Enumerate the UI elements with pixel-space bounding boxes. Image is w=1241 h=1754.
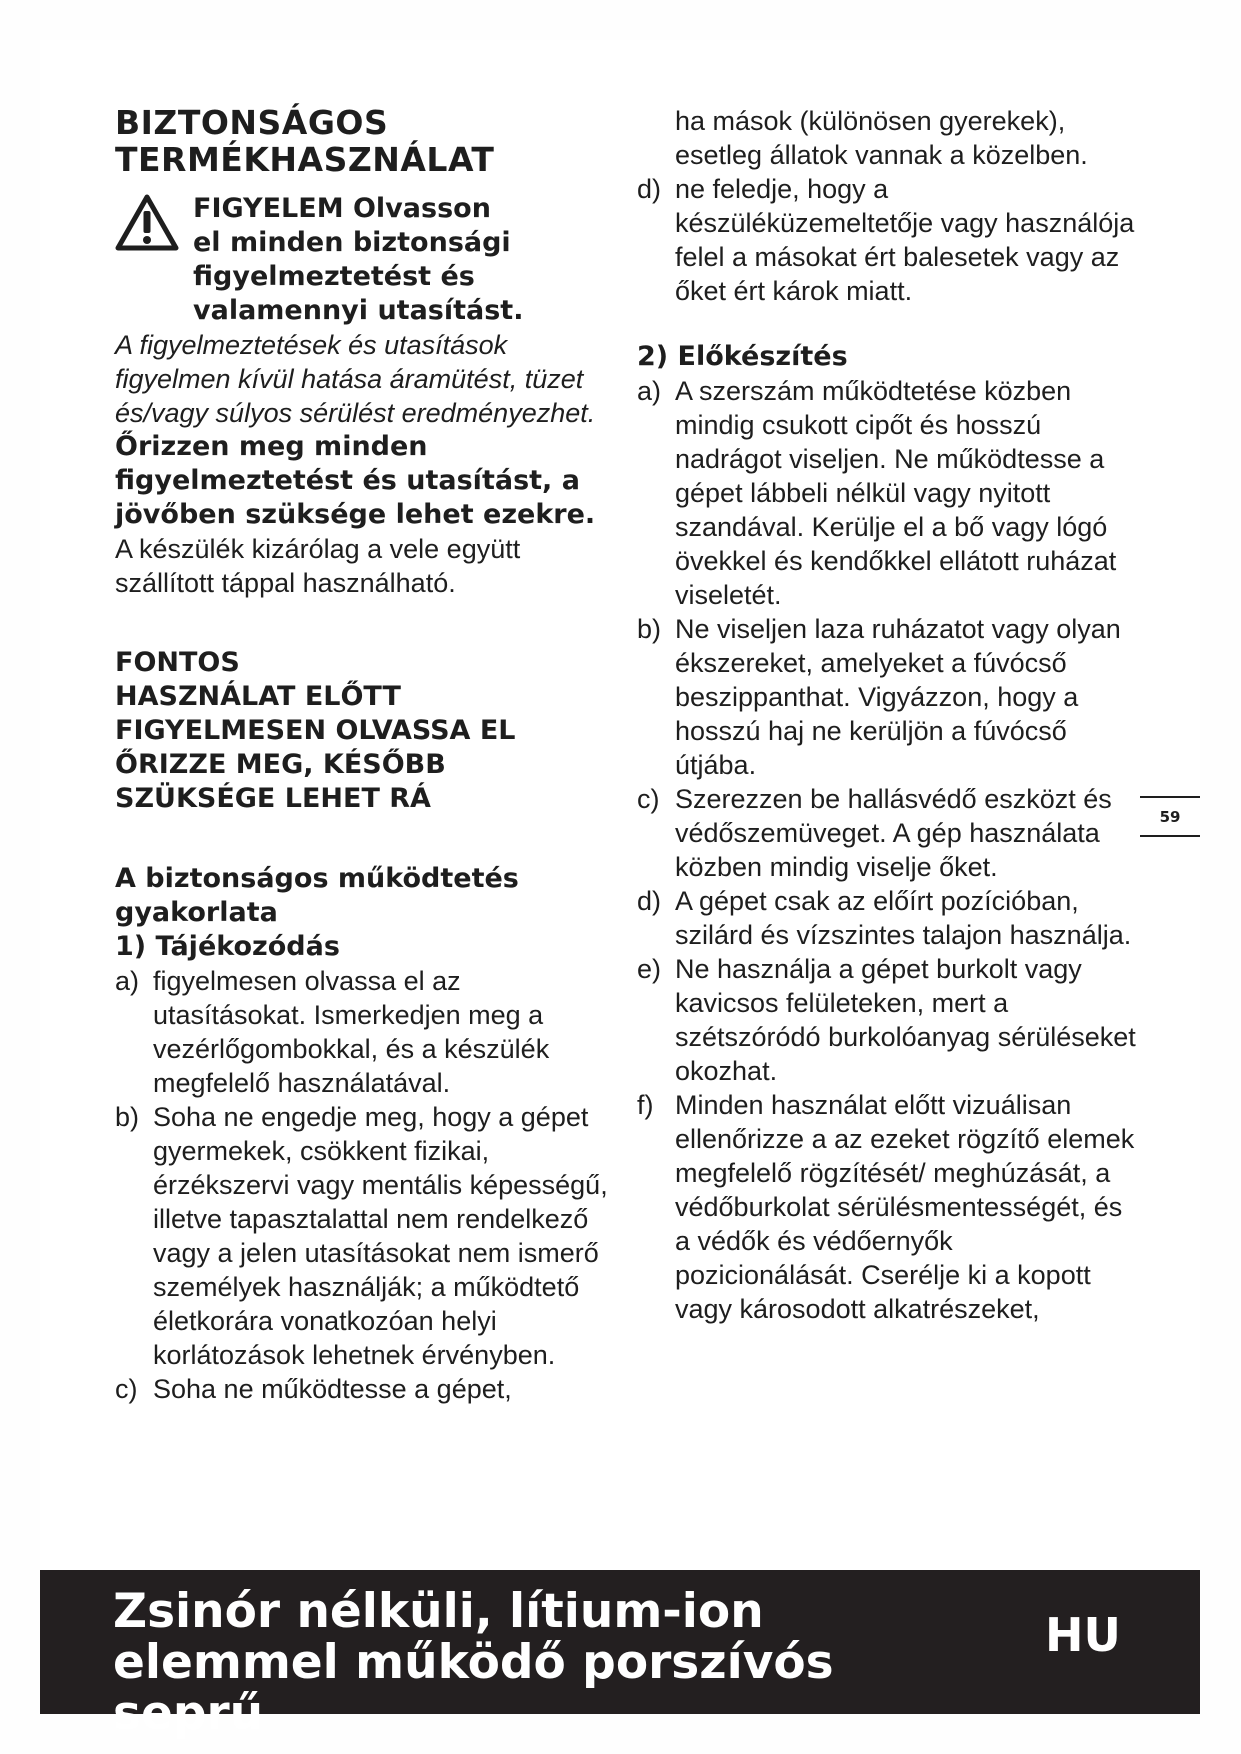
footer-banner bbox=[40, 1570, 1200, 1741]
list-item bbox=[637, 884, 1137, 952]
list-item bbox=[637, 172, 1137, 308]
continued-text: ha mások (különösen gyerekek), esetleg állatok vannak a közelben. bbox=[675, 106, 1088, 170]
list-item-text: ne feledje, hogy a készüléküzemeltetője vagy használója felel a másokat ért balesetek vagy az őket ért károk miatt. bbox=[675, 174, 1135, 306]
page-number: 59 bbox=[1140, 796, 1200, 837]
right-column bbox=[637, 104, 1137, 1326]
list-item-label: d) bbox=[637, 886, 662, 916]
important-heading: FONTOS bbox=[115, 647, 240, 678]
list-item-label: e) bbox=[637, 954, 662, 984]
list-item-label: b) bbox=[637, 614, 662, 644]
orientation-heading: 1) Tájékozódás bbox=[115, 931, 340, 962]
list-item-label: a) bbox=[637, 376, 662, 406]
list-item-text: A szerszám működtetése közben mindig csukott cipőt és hosszú nadrágot viseljen. Ne működtesse a gépet lábbeli nélkül vagy nyitott szandával. Kerülje el a bő vagy lógó övekkel és kendőkkel ellátott ruházat viseletét. bbox=[675, 376, 1117, 610]
practice-heading: A biztonságos működtetés gyakorlata bbox=[115, 863, 519, 928]
list-item bbox=[637, 952, 1137, 1088]
list-item-text: Ne használja a gépet burkolt vagy kavicsos felületeken, mert a szétszóródó burkolóanyag sérüléseket okozhat. bbox=[675, 954, 1136, 1086]
list-item-label: d) bbox=[637, 174, 662, 204]
product-title: Zsinór nélküli, lítium-ion elemmel működő porszívós seprű bbox=[113, 1584, 834, 1741]
section-title: BIZTONSÁGOS TERMÉKHASZNÁLAT bbox=[115, 103, 495, 179]
list-item-label: f) bbox=[637, 1090, 654, 1120]
warning-text-start: el minden biztonsági figyelmeztetést és valamennyi utasítást. bbox=[193, 227, 524, 326]
list-item-label: a) bbox=[115, 966, 140, 996]
language-code: HU bbox=[1045, 1608, 1121, 1662]
list-item-text: figyelmesen olvassa el az utasításokat. Ismerkedjen meg a vezérlőgombokkal, és a készülék megfelelő használatával. bbox=[153, 966, 550, 1098]
list-item-label: c) bbox=[637, 784, 660, 814]
list-item-text: Minden használat előtt vizuálisan ellenőrizze a az ezeket rögzítő elemek megfelelő rögzítését/ meghúzását, a védőburkolat sérülésmentességét, és a védők és védőernyők pozicionálását. Cserélje ki a kopott vagy károsodott alkatrészeket, bbox=[675, 1090, 1135, 1324]
list-item-text: Soha ne működtesse a gépet, bbox=[153, 1374, 512, 1404]
list-item-text: Soha ne engedje meg, hogy a gépet gyermekek, csökkent fizikai, érzékszervi vagy mentális képességű, illetve tapasztalattal nem rendelkező vagy a jelen utasításokat nem ismerő személyek használják; a működtető életkorára vonatkozóan helyi korlátozások lehetnek érvényben. bbox=[153, 1102, 608, 1370]
warning-block bbox=[115, 192, 615, 430]
list-item bbox=[115, 1100, 615, 1372]
warning-heading: FIGYELEM Olvasson bbox=[193, 193, 491, 224]
list-item-text: Szerezzen be hallásvédő eszközt és védőszemüveget. A gép használata közben mindig viselje őket. bbox=[675, 784, 1112, 882]
list-item-text: A gépet csak az előírt pozícióban, szilárd és vízszintes talajon használja. bbox=[675, 886, 1132, 950]
list-item bbox=[115, 964, 615, 1100]
list-item bbox=[637, 782, 1137, 884]
preparation-heading: 2) Előkészítés bbox=[637, 341, 848, 372]
left-column bbox=[115, 104, 615, 1406]
important-notice: HASZNÁLAT ELŐTT FIGYELMESEN OLVASSA EL ŐRIZZE MEG, KÉSŐBB SZÜKSÉGE LEHET RÁ bbox=[115, 681, 516, 814]
list-item bbox=[637, 374, 1137, 612]
list-item-text: Ne viseljen laza ruházatot vagy olyan ékszereket, amelyeket a fúvócső beszippanthat. Vigyázzon, hogy a hosszú haj ne kerüljön a fúvócső útjába. bbox=[675, 614, 1121, 780]
warning-consequence: A figyelmeztetések és utasítások figyelmen kívül hatása áramütést, tüzet és/vagy súlyos sérülést eredményezhet. bbox=[115, 330, 596, 428]
list-item bbox=[637, 1088, 1137, 1326]
list-item-label: c) bbox=[115, 1374, 138, 1404]
power-supply-note: A készülék kizárólag a vele együtt szállított táppal használható. bbox=[115, 534, 521, 598]
list-item-label: b) bbox=[115, 1102, 140, 1132]
warning-triangle-icon bbox=[115, 194, 179, 252]
list-item bbox=[637, 612, 1137, 782]
list-item bbox=[115, 1372, 615, 1406]
keep-instructions-text: Őrizzen meg minden figyelmeztetést és utasítást, a jövőben szüksége lehet ezekre. bbox=[115, 431, 596, 530]
